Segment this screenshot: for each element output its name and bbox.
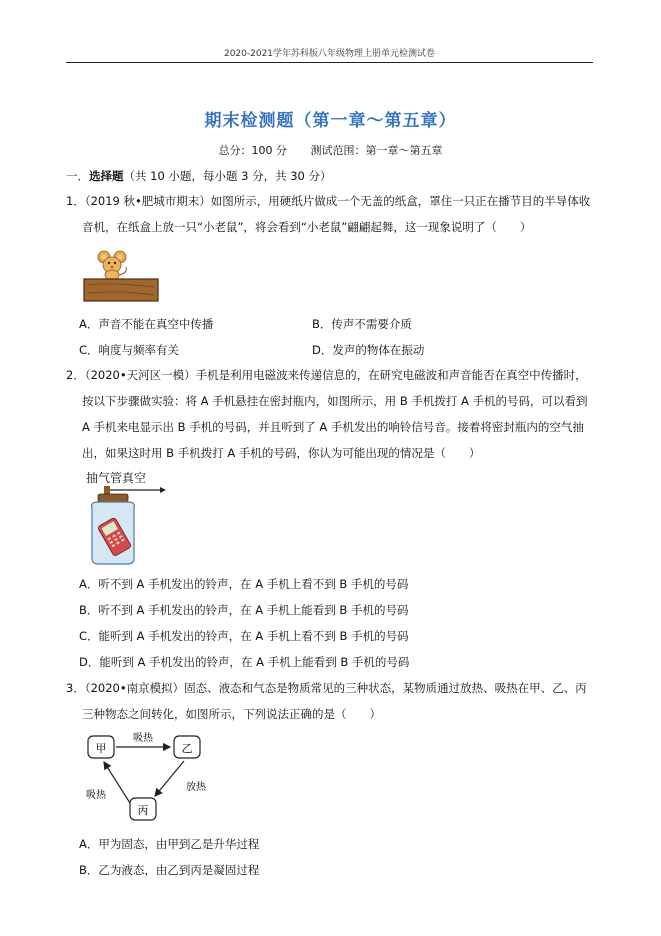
arrow-yi-to-bing bbox=[155, 761, 184, 796]
page-title: 期末检测题（第一章～第五章） bbox=[204, 111, 457, 131]
section-name: 选择题 bbox=[89, 169, 124, 183]
q3-state-diagram bbox=[80, 728, 220, 830]
q2-option-c[interactable]: C．能听到 A 手机发出的铃声，在 A 手机上看不到 B 手机的号码 bbox=[79, 629, 409, 643]
q2-line-4: 出，如果这时用 B 手机拨打 A 手机的号码，你认为可能出现的情况是（ ） bbox=[82, 446, 481, 460]
state-jia-label: 甲 bbox=[95, 742, 107, 755]
q2-option-a[interactable]: A．听不到 A 手机发出的铃声，在 A 手机上看不到 B 手机的号码 bbox=[79, 577, 409, 591]
q2-line-3: A 手机来电显示出 B 手机的号码，并且听到了 A 手机发出的响铃信号音。接着将密封瓶内的空气抽 bbox=[82, 420, 584, 434]
arrow-bing-to-jia bbox=[104, 762, 130, 803]
q2-figure-bell-jar bbox=[84, 484, 174, 566]
section-heading bbox=[66, 168, 332, 184]
q1-option-c[interactable]: C．响度与频率有关 bbox=[79, 343, 180, 357]
state-yi-label: 乙 bbox=[181, 742, 193, 755]
q3-option-a[interactable]: A．甲为固态，由甲到乙是升华过程 bbox=[79, 837, 260, 851]
q1-line-2: 音机，在纸盒上放一只“小老鼠”，将会看到“小老鼠”翩翩起舞，这一现象说明了（ ） bbox=[82, 220, 532, 234]
q1-option-d[interactable]: D．发声的物体在振动 bbox=[312, 343, 425, 357]
q1-option-a[interactable]: A．声音不能在真空中传播 bbox=[79, 317, 214, 331]
test-range: 测试范围：第一章～第五章 bbox=[310, 144, 443, 157]
page-header: 2020-2021学年苏科版八年级物理上册单元检测试卷 bbox=[223, 49, 436, 59]
header-rule bbox=[66, 62, 593, 63]
right-arrow-label: 放热 bbox=[186, 782, 206, 793]
section-desc: （共 10 小题，每小题 3 分，共 30 分） bbox=[123, 169, 332, 183]
mouse-icon bbox=[98, 251, 126, 280]
q3-line-1: 3．（2020•南京模拟）固态、液态和气态是物质常见的三种状态，某物质通过放热、吸热在甲、乙、丙 bbox=[66, 681, 587, 695]
exam-meta bbox=[0, 142, 661, 158]
total-score: 总分：100 分 bbox=[218, 144, 287, 157]
q2-line-1: 2．（2020•天河区一模）手机是利用电磁波来传递信息的，在研究电磁波和声音能否在真空中传播时， bbox=[66, 368, 587, 382]
q3-option-b[interactable]: B．乙为液态，由乙到丙是凝固过程 bbox=[79, 863, 260, 877]
q2-option-d[interactable]: D．能听到 A 手机发出的铃声，在 A 手机上能看到 B 手机的号码 bbox=[79, 655, 410, 669]
q3-line-2: 三种物态之间转化，如图所示，下列说法正确的是（ ） bbox=[82, 707, 381, 721]
left-arrow-label: 吸热 bbox=[86, 790, 106, 801]
paper-box bbox=[84, 279, 158, 301]
q1-line-1: 1．（2019 秋•肥城市期末）如图所示，用硬纸片做成一个无盖的纸盒，罩住一只正在播节目的半导体收 bbox=[66, 194, 591, 208]
q2-line-2: 按以下步骤做实验：将 A 手机悬挂在密封瓶内，如图所示，用 B 手机拨打 A 手机的号码，可以看到 bbox=[82, 394, 588, 408]
state-bing-label: 丙 bbox=[137, 804, 149, 817]
section-number: 一． bbox=[66, 169, 89, 183]
q1-option-b[interactable]: B．传声不需要介质 bbox=[312, 317, 412, 331]
top-arrow-label: 吸热 bbox=[133, 733, 153, 744]
q2-option-b[interactable]: B．听不到 A 手机发出的铃声，在 A 手机上能看到 B 手机的号码 bbox=[79, 603, 409, 617]
q2-figure-label: 抽气管真空 bbox=[86, 471, 147, 485]
q1-figure-mouse-on-box bbox=[82, 247, 162, 303]
